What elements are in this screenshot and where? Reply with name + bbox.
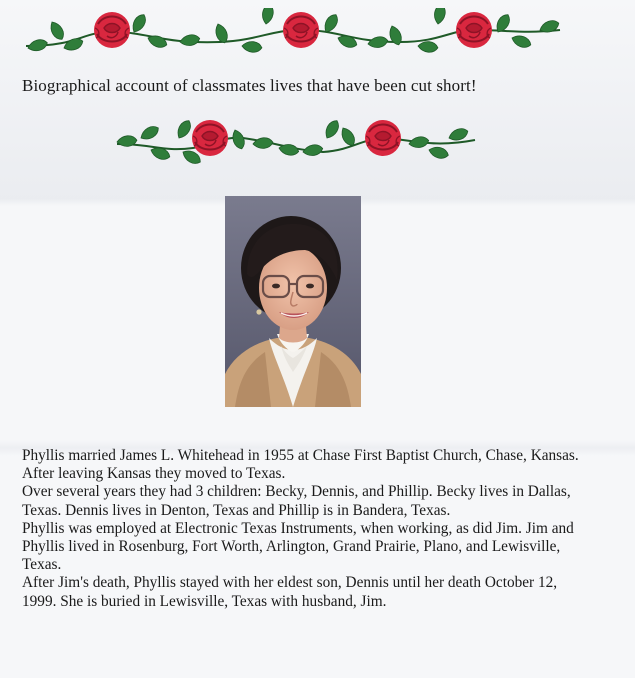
biography-text — [22, 447, 582, 611]
portrait-photo — [225, 196, 361, 407]
bio-paragraph: Phyllis married James L. Whitehead in 1955 at Chase First Baptist Church, Chase, Kansas. After leaving Kansas they moved to Texas. — [22, 447, 579, 483]
bio-paragraph: Phyllis was employed at Electronic Texas Instruments, when working, as did Jim. Jim and Phyllis lived in Rosenburg, Fort Worth, Arlington, Grand Prairie, Plano, and Lewisville, Texas. — [22, 519, 574, 574]
bio-paragraph: Over several years they had 3 children: Becky, Dennis, and Phillip. Becky lives in Dallas, Texas. Dennis lives in Denton, Texas and Phillip is in Bandera, Texas. — [22, 483, 571, 519]
bio-paragraph: After Jim's death, Phyllis stayed with her eldest son, Dennis until her death October 12, 1999. She is buried in Lewisville, Texas with husband, Jim. — [22, 574, 558, 610]
rose-vine-icon — [20, 8, 568, 58]
rose-vine-icon — [113, 114, 483, 166]
page-heading: Biographical account of classmates lives that have been cut short! — [22, 76, 477, 95]
